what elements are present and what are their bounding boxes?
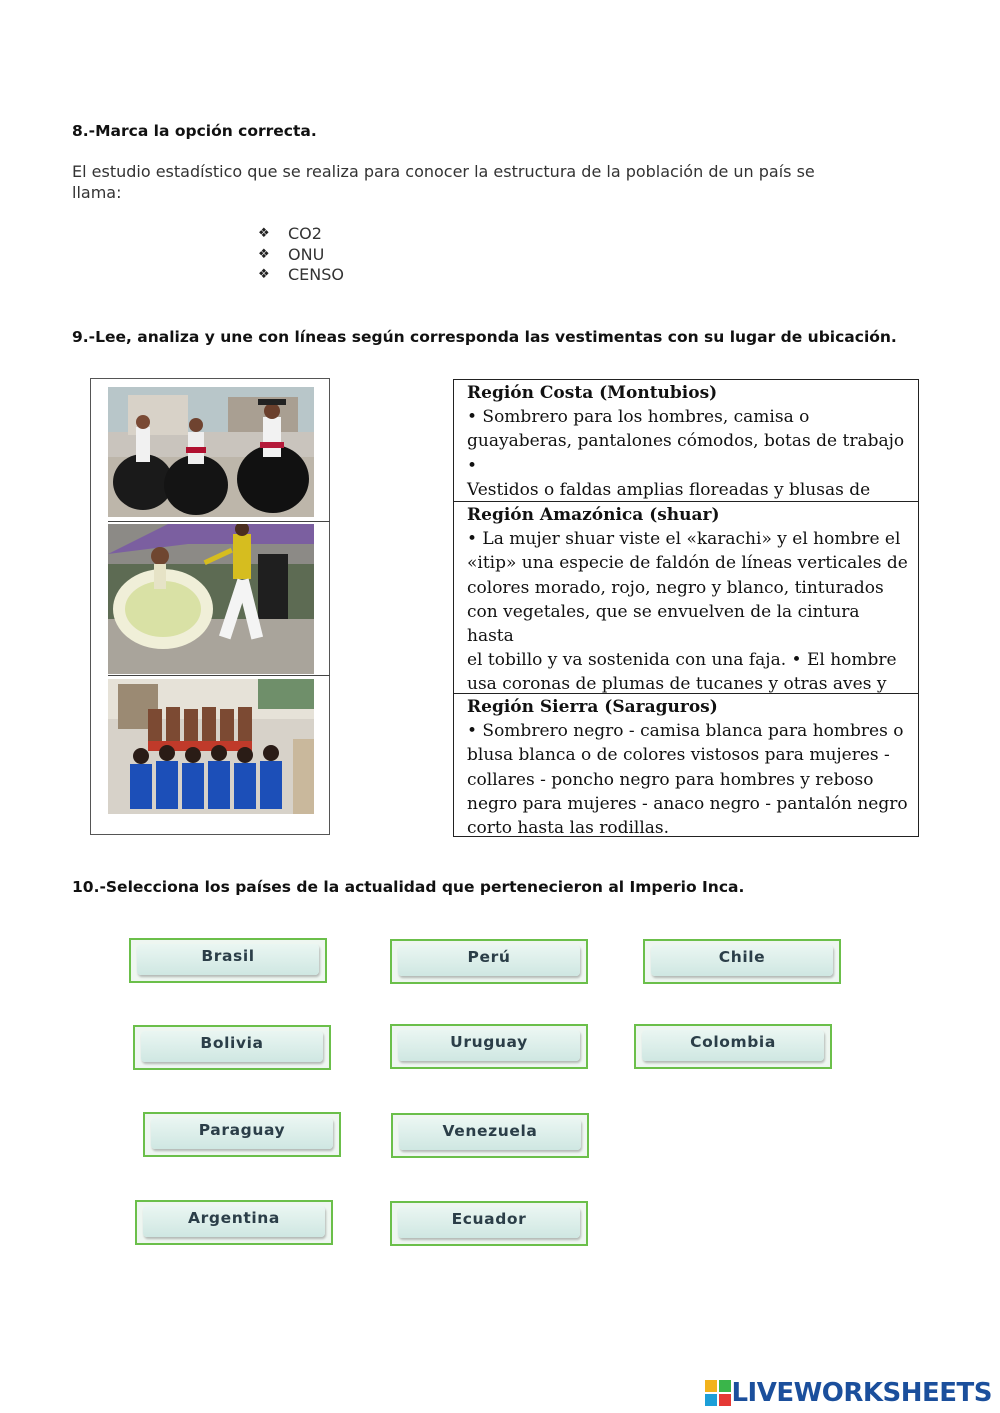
photo-column	[90, 378, 330, 835]
country-button-brasil[interactable]	[129, 938, 327, 983]
country-label: Chile	[651, 945, 833, 976]
option-co2[interactable]	[258, 224, 344, 245]
country-button-uruguay[interactable]	[390, 1024, 588, 1069]
region-line: • Sombrero para los hombres, camisa o	[467, 407, 810, 428]
option-label: CENSO	[288, 265, 344, 284]
region-line: collares - poncho negro para hombres y reboso	[467, 769, 874, 790]
country-label: Colombia	[642, 1030, 824, 1061]
logo-text: LIVEWORKSHEETS	[731, 1378, 992, 1408]
country-button-argentina[interactable]	[135, 1200, 333, 1245]
liveworksheets-logo-icon	[705, 1380, 731, 1406]
region-description-table	[453, 379, 919, 837]
diamond-bullet-icon: ❖	[258, 246, 270, 262]
region-line: «itip» una especie de faldón de líneas verticales de	[467, 553, 908, 574]
region-title: Región Sierra (Saraguros)	[467, 697, 718, 717]
region-line: blusa blanca o de colores vistosos para mujeres -	[467, 745, 890, 766]
country-button-venezuela[interactable]	[391, 1113, 589, 1158]
question-8-options	[258, 224, 344, 286]
question-8-text-line-2: llama:	[72, 183, 122, 202]
region-cell-costa[interactable]	[454, 380, 918, 502]
country-label: Bolivia	[141, 1031, 323, 1062]
diamond-bullet-icon: ❖	[258, 226, 270, 241]
question-8-title: 8.-Marca la opción correcta.	[72, 122, 317, 140]
option-label: CO2	[288, 224, 322, 243]
liveworksheets-logo[interactable]	[705, 1378, 992, 1408]
country-button-peru[interactable]	[390, 939, 588, 984]
region-line: • Sombrero negro - camisa blanca para hombres o	[467, 721, 904, 742]
region-title: Región Costa (Montubios)	[467, 383, 718, 403]
country-label: Paraguay	[151, 1118, 333, 1149]
region-title: Región Amazónica (shuar)	[467, 505, 720, 525]
region-line: corto hasta las rodillas.	[467, 818, 670, 836]
region-cell-sierra[interactable]	[454, 693, 918, 836]
region-line: con vegetales, que se envuelven de la cintura hasta	[467, 601, 860, 647]
country-label: Ecuador	[398, 1207, 580, 1238]
option-onu[interactable]	[258, 245, 344, 266]
diamond-bullet-icon: ❖	[258, 267, 270, 282]
region-line: colores morado, rojo, negro y blanco, tinturados	[467, 577, 884, 598]
option-label: ONU	[288, 244, 325, 264]
region-line: el tobillo y va sostenida con una faja. • El hombre	[467, 650, 897, 671]
country-label: Venezuela	[399, 1119, 581, 1150]
country-button-ecuador[interactable]	[390, 1201, 588, 1246]
option-censo[interactable]	[258, 265, 344, 286]
photo-divider	[108, 675, 330, 676]
question-8-text	[72, 161, 815, 203]
region-line: Vestidos o faldas amplias floreadas y blusas de	[467, 479, 871, 500]
country-button-colombia[interactable]	[634, 1024, 832, 1069]
region-line: negro para mujeres - anaco negro - pantalón negro	[467, 793, 908, 814]
region-line: usa coronas de plumas de tucanes y otras aves y	[467, 674, 887, 694]
question-8-text-line-1: El estudio estadístico que se realiza para conocer la estructura de la población de un país se	[72, 162, 815, 181]
question-9-title: 9.-Lee, analiza y une con líneas según corresponda las vestimentas con su lugar de ubicación.	[72, 328, 897, 346]
country-label: Brasil	[137, 944, 319, 975]
photo-sierra-group[interactable]	[108, 679, 314, 814]
photo-divider	[108, 521, 330, 522]
region-line: guayaberas, pantalones cómodos, botas de trabajo •	[467, 431, 905, 476]
country-button-paraguay[interactable]	[143, 1112, 341, 1157]
region-line: • La mujer shuar viste el «karachi» y el hombre el	[467, 529, 901, 550]
photo-amazonia-dancers[interactable]	[108, 524, 314, 674]
country-button-chile[interactable]	[643, 939, 841, 984]
question-10-title: 10.-Selecciona los países de la actualidad que pertenecieron al Imperio Inca.	[72, 878, 745, 896]
country-label: Uruguay	[398, 1030, 580, 1061]
photo-costa-dancers[interactable]	[108, 387, 314, 517]
country-label: Perú	[398, 945, 580, 976]
country-label: Argentina	[143, 1206, 325, 1237]
country-button-bolivia[interactable]	[133, 1025, 331, 1070]
region-cell-amazonica[interactable]	[454, 501, 918, 694]
